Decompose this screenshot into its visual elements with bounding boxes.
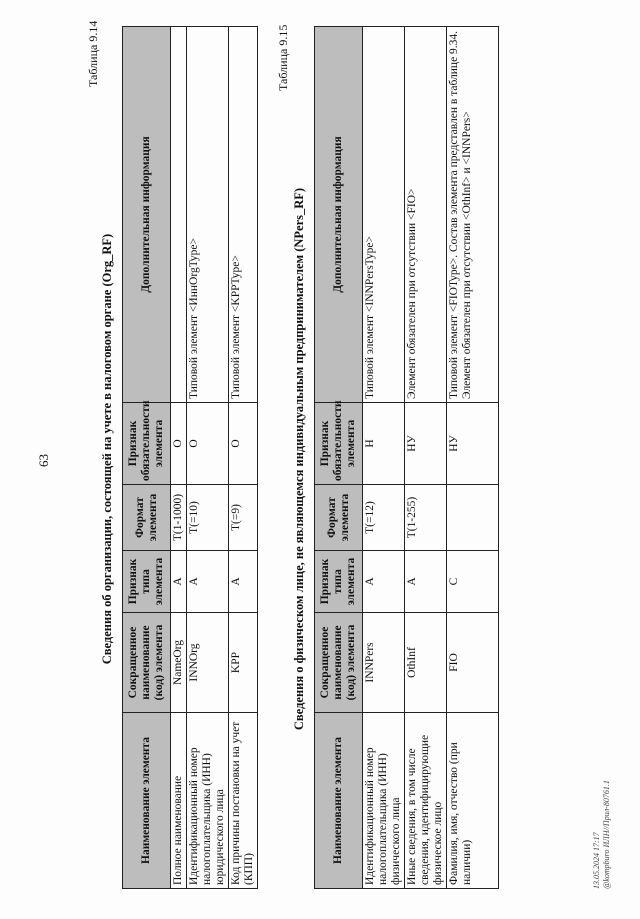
table2-header-cell: Сокращенное наименование (код) элемента <box>315 613 363 713</box>
table1-header-cell: Наименование элемента <box>123 713 171 889</box>
element-format-cell: T(1-1000) <box>171 485 187 551</box>
table-row <box>187 27 229 889</box>
element-type-cell: А <box>363 551 405 613</box>
footer-timestamp: 13.05.2024 17:17 <box>592 832 601 889</box>
table2-header-cell: Признак типа элемента <box>315 551 363 613</box>
footer-stamp <box>592 780 612 889</box>
table2-header-cell: Формат элемента <box>315 485 363 551</box>
element-info-cell: Типовой элемент <KPPType> <box>229 27 258 403</box>
element-type-cell: А <box>405 551 447 613</box>
table2 <box>314 26 499 889</box>
table-row <box>447 27 499 889</box>
element-name-cell: Полное наименование <box>171 713 187 889</box>
element-format-cell: T(=9) <box>229 485 258 551</box>
element-name-cell: Код причины постановки на учет (КПП) <box>229 713 258 889</box>
table1-caption: Таблица 9.14 <box>86 20 100 87</box>
table1-header-cell: Признак обязательности элемента <box>123 403 171 485</box>
footer-reference: @kompburo ИЛН//Прил-80761.1 <box>602 780 611 889</box>
element-name-cell: Иные сведения, в том числе сведения, идентифицирующие физическое лицо <box>405 713 447 889</box>
element-code-cell: OthInf <box>405 613 447 713</box>
table2-header-cell: Наименование элемента <box>315 713 363 889</box>
table1-header-cell: Формат элемента <box>123 485 171 551</box>
table2-header-cell: Дополнительная информация <box>315 27 363 403</box>
element-required-cell: О <box>171 403 187 485</box>
table-row <box>229 27 258 889</box>
element-info-cell: Типовой элемент <ИннOrgType> <box>187 27 229 403</box>
table-row <box>171 27 187 889</box>
element-format-cell: T(=12) <box>363 485 405 551</box>
element-code-cell: KPP <box>229 613 258 713</box>
element-format-cell <box>447 485 499 551</box>
element-name-cell: Фамилия, имя, отчество (при наличии) <box>447 713 499 889</box>
element-name-cell: Идентификационный номер налогоплательщика (ИНН) физического лица <box>363 713 405 889</box>
table2-title: Сведения о физическом лице, не являющемся индивидуальным предпринимателем (NPers_RF) <box>292 187 306 731</box>
element-info-cell: Элемент обязателен при отсутствии <FIO> <box>405 27 447 403</box>
table1 <box>122 26 258 889</box>
element-code-cell: INNPers <box>363 613 405 713</box>
element-required-cell: НУ <box>405 403 447 485</box>
element-type-cell: А <box>171 551 187 613</box>
element-code-cell: INNOrg <box>187 613 229 713</box>
element-info-cell <box>171 27 187 403</box>
element-info-cell: Типовой элемент <INNPersType> <box>363 27 405 403</box>
table2-header-row <box>315 27 363 889</box>
element-name-cell: Идентификационный номер налогоплательщика (ИНН) юридического лица <box>187 713 229 889</box>
element-required-cell: О <box>229 403 258 485</box>
table2-header-cell: Признак обязательности элемента <box>315 403 363 485</box>
table-row <box>405 27 447 889</box>
table1-header-cell: Дополнительная информация <box>123 27 171 403</box>
element-code-cell: NameOrg <box>171 613 187 713</box>
table-row <box>363 27 405 889</box>
table1-header-cell: Признак типа элемента <box>123 551 171 613</box>
element-code-cell: FIO <box>447 613 499 713</box>
table1-header-cell: Сокращенное наименование (код) элемента <box>123 613 171 713</box>
element-required-cell: НУ <box>447 403 499 485</box>
table2-caption: Таблица 9.15 <box>276 24 290 91</box>
element-required-cell: Н <box>363 403 405 485</box>
element-info-cell: Типовой элемент <FIOType>. Состав элемента представлен в таблице 9.34. Элемент обязателен при отсутствии <OthInf> и <INNPers> <box>447 27 499 403</box>
table1-title: Сведения об организации, состоящей на учете в налоговом органе (Org_RF) <box>100 233 114 665</box>
element-type-cell: С <box>447 551 499 613</box>
element-type-cell: А <box>229 551 258 613</box>
element-format-cell: T(1-255) <box>405 485 447 551</box>
element-type-cell: А <box>187 551 229 613</box>
table1-header-row <box>123 27 171 889</box>
element-required-cell: О <box>187 403 229 485</box>
page-number: 63 <box>36 454 51 467</box>
element-format-cell: T(=10) <box>187 485 229 551</box>
